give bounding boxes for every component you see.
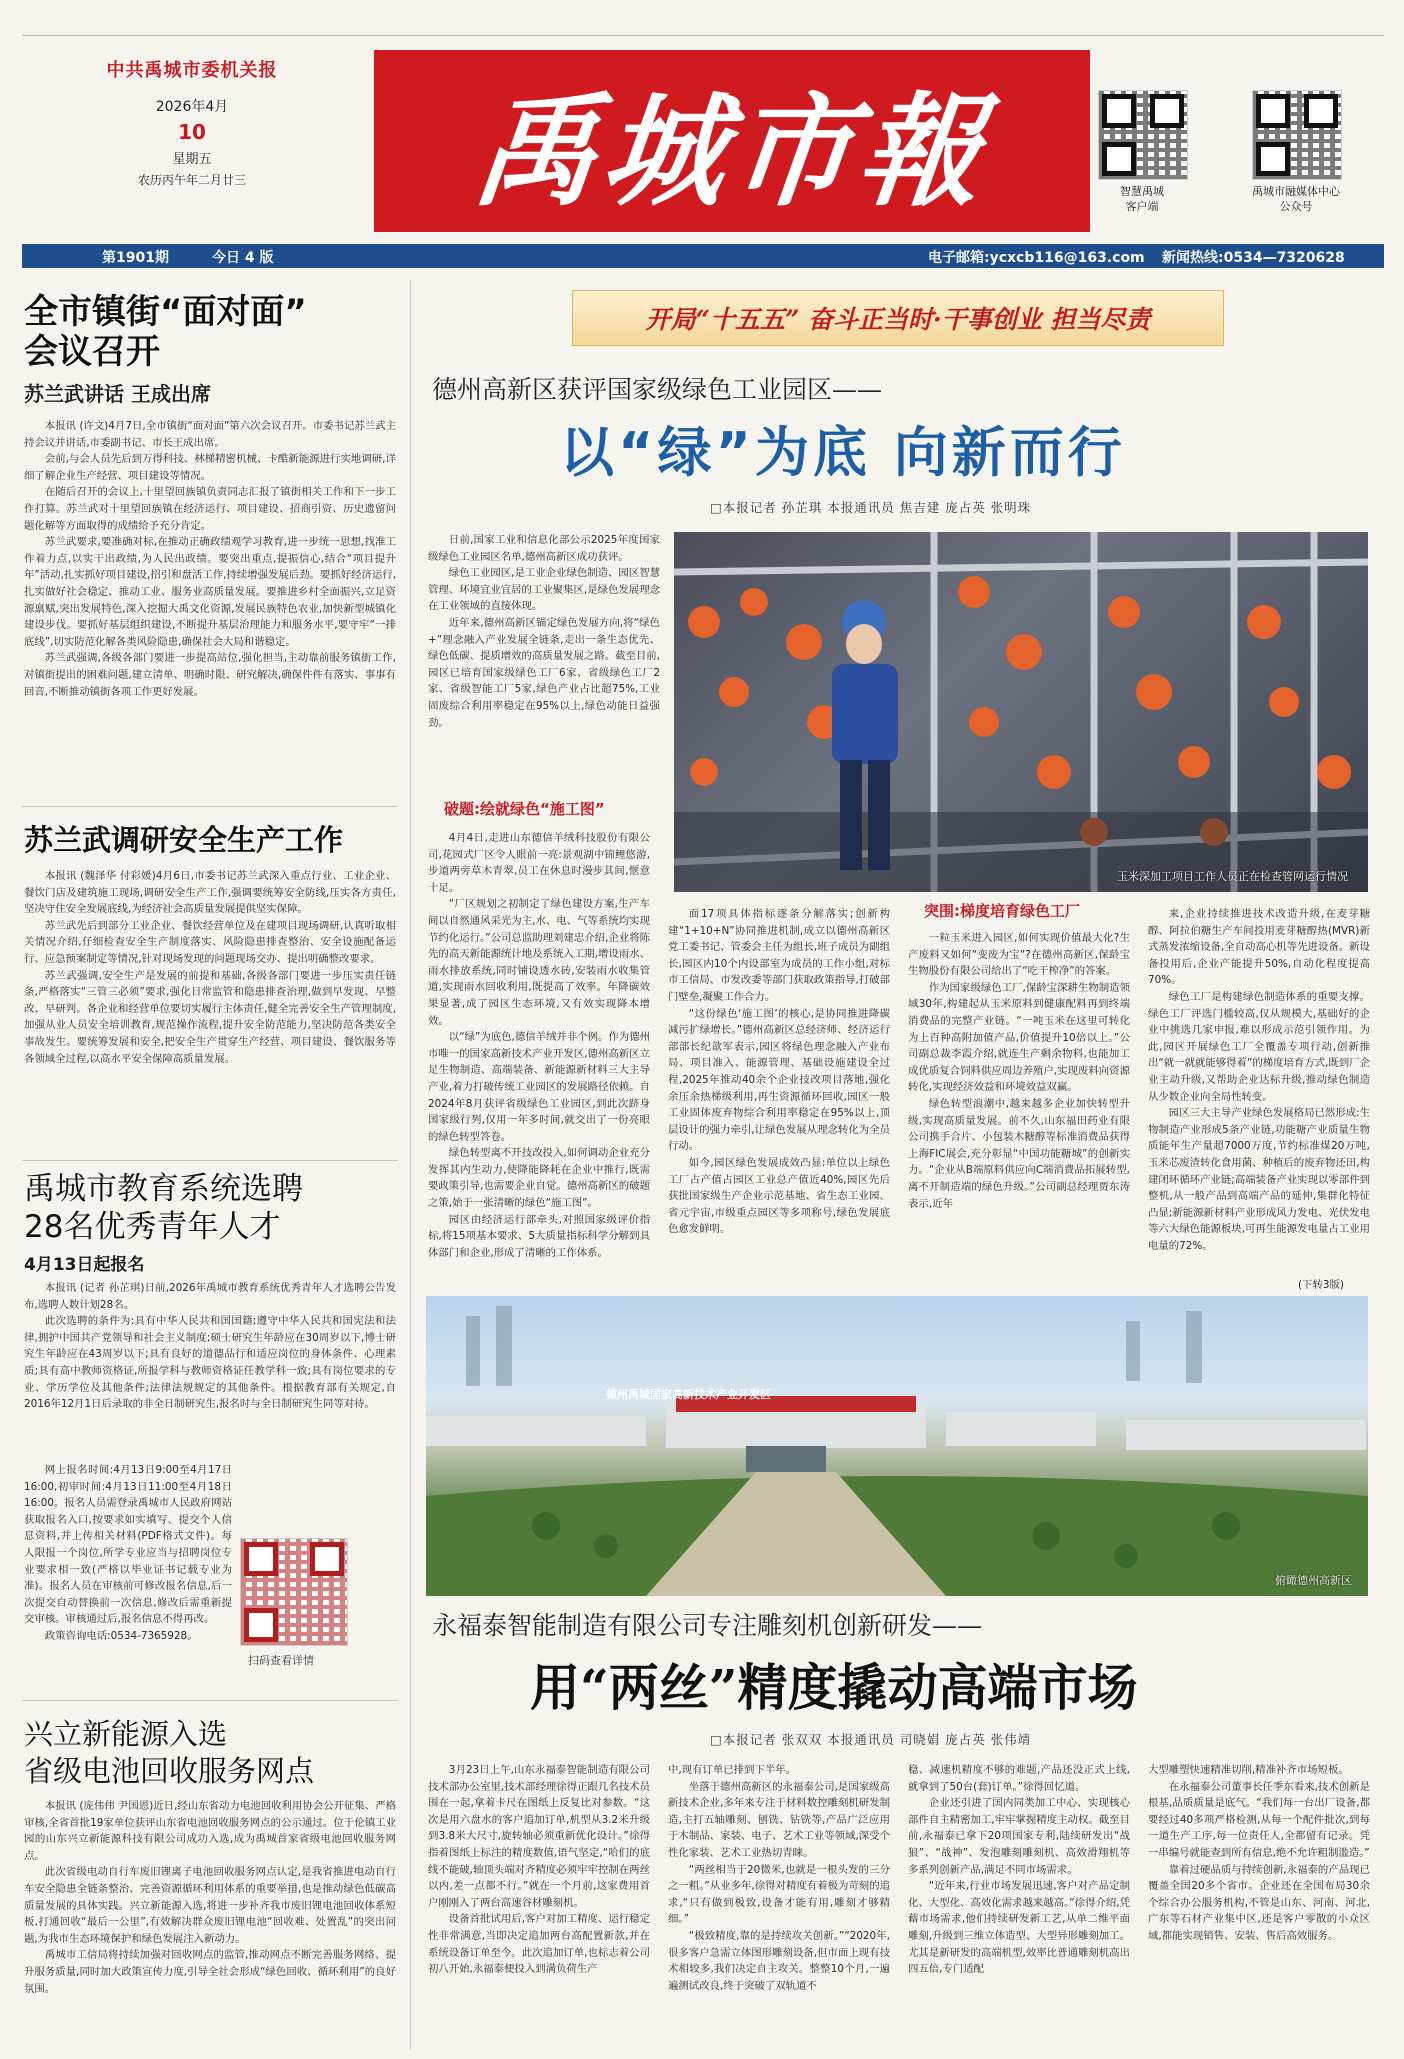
qr-code-client[interactable] [1098,90,1188,180]
qr2-caption-line2: 公众号 [1279,200,1313,213]
paragraph: 4月4日,走进山东德信羊绒科技股份有限公司,花园式厂区令人眼前一亮:景观湖中锦鲤悠游,步道两旁草木青翠,员工在休息时漫步其间,惬意十足。 [428,832,650,894]
story2-byline: □本报记者 张双双 本报通讯员 司晓娟 庞占英 张伟靖 [710,1732,1032,1747]
paragraph: 苏兰武强调,安全生产是发展的前提和基础,各级各部门要进一步压实责任链条,严格落实“三管三必须”要求,强化日常监管和隐患排查治理,做到早发现、早整改、早研判。各企业和经营单位要切实履行主体责任,健全完善安全生产管理制度,加强从业人员安全培训教育,规范操作流程,提升安全防范能力,坚决防范各类安全事故发生。要统筹发展和安全,把安全生产贯穿生产经营、项目建设、餐饮服务等各领域全过程,以高水平安全保障高质量发展。 [24,969,396,1065]
contact-line: 政策咨询电话:0534-7365928。 [44,1629,198,1642]
story1-col4 [1148,906,1370,1254]
paragraph: 此次选聘的条件为:具有中华人民共和国国籍;遵守中华人民共和国宪法和法律,拥护中国共产党领导和社会主义制度;硕士研究生年龄应在30周岁以下,博士研究生年龄应在43周岁以下;具有良好的道德品行和适应岗位的身体条件、心理素质;具有高中教师资格证,所报学科与教师资格证任教学科一致;具有岗位要求的专业、学历学位及其他条件;法律法规规定的其他条件。根据教育部有关规定,自2016年12月1日后录取的非全日制研究生,报名时与全日制研究生同等对待。 [24,1315,396,1411]
factory-photo [674,532,1368,892]
paragraph: 以“绿”为底色,德信羊绒并非个例。作为德州市唯一的国家高新技术产业开发区,德州高新区立足生物制造、高端装备、新能源新材料三大主导产业,着力打破传统工业园区的发展路径依赖。自2024年8月获评省级绿色工业园区,到此次跻身国家级行列,仅用一年多时间,就交出了一份亮眼的绿色转型答卷。 [428,1031,650,1143]
paragraph: 网上报名时间:4月13日9:00至4月17日16:00,初审时间:4月13日11:00至4月18日16:00。报名人员需登录禹城市人民政府网站获取报名入口,按要求如实填写、提交个人信息资料,并上传相关材料(PDF格式文件)。每人限报一个岗位,所学专业应当与招聘岗位专业要求相一致(严格以毕业证书记载专业为准)。报名人员在审核前可修改报名信息,后一次提交自动替换前一次信息,修改后需重新提交审核。审核通过后,报名信息不得再改。 [24,1464,232,1626]
hotline: 新闻热线:0534—7320628 [1162,250,1345,266]
paragraph: 在随后召开的会议上,十里望回族镇负责同志汇报了镇街相关工作和下一步工作打算。苏兰武对十里望回族镇在经济运行、项目建设、招商引资、历史遗留问题化解等方面取得的成绩给予充分肯定。 [24,486,396,532]
paragraph: 绿色工厂是构建绿色制造体系的重要支撑。绿色工厂评选门槛较高,仅从规模大,基础好的企业中挑选几家申报,难以形成示范引领作用。为此,园区开展绿色工厂全覆盖专项行动,创新推出“就一就就能够得着”的梯度培育方式,既到厂企业主动升级,又帮助企业达标升级,推动绿色制造从少数企业向全局性转变。 [1148,990,1370,1103]
qr2-caption [1220,184,1372,214]
story1-subhead-1: 破题:绘就绿色“施工图” [444,800,605,818]
aerial-photo-caption: 俯瞰德州高新区 [1275,1574,1352,1587]
paragraph: “这份绿色‘施工图’的核心,是协同推进降碳减污扩绿增长。”德州高新区总经济师、经济运行部部长纪歆军表示,园区将绿色理念融入产业布局、项目准入、能源管理、基础设施建设全过程,2025年推动40余个企业技改项目落地,强化余压余热梯级利用,再生资源循环回收,园区一般工业固体废弃物综合利用率稳定在95%以上,顶层设计的强力牵引,让绿色发展从理念转化为全员行动。 [668,1007,890,1153]
story1-kicker: 德州高新区获评国家级绿色工业园区—— [432,375,883,404]
paragraph: 此次省级电动自行车废旧锂离子电池回收服务网点认定,是我省推进电动自行车安全隐患全链条整治、完善资源循环利用体系的重要举措,也是推动绿色低碳高质量发展的具体实践。兴立新能源入选,将进一步补齐我市废旧锂电池回收体系短板,打通回收“最后一公里”,有效解决群众废旧锂电池“回收难、处置乱”的突出问题,为我市生态环境保护和绿色发展注入新动力。 [24,1866,396,1945]
paragraph: 来,企业持续推进技术改造升级,在麦芽糖醇、阿拉伯糖生产车间投用麦芽糖醇热(MVR)新式蒸发浓缩设备,全自动高心机等先进设备。新设备投用后,企业产能提升50%,自动化程度提高70%。 [1148,908,1370,987]
paragraph: 禹城市工信局将持续加强对回收网点的监管,推动网点不断完善服务网络、提升服务质量,同时加大政策宣传力度,引导全社会形成“绿色回收、循环利用”的良好氛围。 [24,1949,396,1995]
article2-body [24,868,396,1067]
story2-col4 [1148,1762,1370,1945]
article4-title-line1: 兴立新能源入选 [24,1717,228,1751]
date-line: 2026年4月 [155,99,229,115]
story2-headline: 用“两丝”精度撬动高端市场 [530,1658,1138,1717]
paragraph: 园区由经济运行部牵头,对照国家级评价指标,将15项基本要求、5大质量指标科学分解到具体部门和企业,形成了清晰的工作体系。 [428,1213,650,1259]
paragraph: 靠着过硬品质与持续创新,永福泰的产品现已覆盖全国20多个省市。企业还在全国布局30余个综合办公服务机构,不管是山东、河南、河北,广东等石材产业集中区,还是客户零散的小众区域,都能实现销售、安装、售后高效服务。 [1148,1863,1370,1942]
paragraph: 面17项具体指标逐条分解落实;创新构建“1+10+N”协同推进机制,成立以德州高新区党工委书记、管委会主任为组长,班子成员为副组长,园区内10个内设部室为成员的工作小组,对标市工信局、市发改委等部门获取政策指导,打破部门壁垒,凝聚工作合力。 [668,908,890,1003]
story1-intro [428,532,660,731]
info-bar [22,244,1384,268]
divider [22,806,398,807]
continued-note: (下转3版) [1298,1279,1344,1291]
paragraph: 绿色工业园区,是工业企业绿色制造、园区智慧管理、环境宜业宜居的工业聚集区,是绿色发展理念在工业领域的直接体现。 [428,567,660,613]
paragraph: 坐落于德州高新区的永福泰公司,是国家级高新技术企业,多年来专注于材料数控雕刻机研发制造,主打五轴雕刻、刨铣、钻铣等,产品广泛应用于木制品、家装、电子、艺术工业等领域,深受个性化家装、艺术工业热切青睐。 [668,1780,890,1859]
paragraph: 一粒玉米进入园区,如何实现价值最大化?生产废料又如何“变废为宝”?在德州高新区,保龄宝生物股份有限公司给出了“吃干榨净”的答案。 [908,932,1130,978]
paragraph: 苏兰武要求,要准确对标,在推动正确政绩观学习教育,进一步统一思想,找准工作着力点,以实干出政绩,为人民出政绩。要突出重点,提振信心,结合“项目提升年”活动,扎实抓好项目建设,招引和盘活工作,持续增强发展后劲。要抓好经济运行,扎实做好社会稳定、推动工业、服务业高质量发展。要推进乡村全面振兴,立足资源禀赋,突出发展特色,深入挖掘大禹文化资源,发展民族特色农业,加快新型城镇化建设步伐。要抓好基层组织建设,不断提升基层治理能力和服务水平,要守牢“一排底线”,切实防范化解各类风险隐患,确保社会大局和谐稳定。 [24,536,396,648]
article3-title-line2: 28名优秀青年人才 [24,1209,281,1245]
paragraph: 本报讯 (魏泽华 付彩媛)4月6日,市委书记苏兰武深入重点行业、工业企业、餐饮门店及建筑施工现场,调研安全生产工作,强调要统筹安全防线,压实各方责任,坚决守住安全发展底线,为经济社会高质量发展提供坚实保障。 [24,870,396,916]
paragraph: 作为国家级绿色工厂,保龄宝深耕生物制造领域30年,构建起从玉米原料到健康配料再到终端消费品的完整产业链。“一吨玉米在这里可转化为上百种高附加值产品,价值提升10倍以上。”公司副总裁李霞介绍,就连生产剩余物料,也能加工成优质复合饲料供应周边养殖户,实现废料向资源转化,实现经济效益和环境效益双赢。 [908,981,1130,1094]
story2-col2 [668,1762,890,1994]
article1-title [24,292,394,372]
paragraph: 绿色转型离不开技改投入,如何调动企业充分发挥其内生动力,使降能降耗在企业中推行,既需要政策引导,也需要企业自觉。德州高新区的破题之策,始于一张清晰的绿色“施工图”。 [428,1147,650,1210]
masthead-title: 禹城市報 [467,78,995,223]
factory-photo-caption: 玉米深加工项目工作人员正在检查管网运行情况 [1117,870,1348,883]
paragraph: 本报讯 (记者 孙芷琪)日前,2026年禹城市教育系统优秀青年人才选聘公告发布,选聘人数计划28名。 [24,1282,396,1311]
qr1-caption-line2: 客户端 [1125,200,1159,213]
aerial-photo [426,1296,1368,1596]
article4-title-line2: 省级电池回收服务网点 [24,1754,315,1788]
divider [22,1160,398,1161]
column-divider [410,280,411,2050]
paragraph: 如今,园区绿色发展成效凸显:单位以上绿色工厂占产值占园区工业总产值近40%,园区先后获批国家级生产企业示范基地、省生态工业园、省元宇宙,市级重点园区等多项称号,绿色发展底色愈发鲜明。 [668,1156,890,1236]
article4-body [24,1798,396,1997]
article3-body-cont [24,1462,232,1645]
divider [22,1700,398,1701]
paragraph: 大型雕塑快速精准切削,精准补齐市场短板。 [1148,1764,1349,1776]
article1-title-line1: 全市镇街“面对面” [24,292,307,332]
campaign-banner-text: 开局“十五五” 奋斗正当时·干事创业 担当尽责 [645,305,1151,334]
qr-details-caption: 扫码查看详情 [248,1654,314,1667]
header-info [22,56,362,188]
masthead [374,50,1090,232]
paragraph: 会前,与会人员先后到万得科技、林梯精密机械、卡酷新能源进行实地调研,详细了解企业生产经营、项目建设等情况。 [24,453,396,482]
qr2-caption-line1: 禹城市融媒体中心 [1252,185,1340,198]
story2-col3 [908,1762,1130,1978]
article3-body [24,1280,396,1413]
campaign-banner [572,290,1224,346]
story1-headline: 以“绿”为底 向新而行 [560,421,1126,484]
story1-col1 [428,830,650,1261]
paragraph: 中,现有订单已排到下半年。 [668,1764,796,1776]
paragraph: 设备首批试用后,客户对加工精度、运行稳定性非常满意,当即决定追加两台高配置新款,并在系统设备订单至今。此次追加订单,也标志着公司初八开始,永福泰便投入到满负荷生产 [428,1913,650,1976]
paragraph: “两丝相当于20微米,也就是一根头发的三分之一粗。”从业多年,徐得对精度有着极为苛刻的追求,“只有做到极致,设备才能有用,雕刻才够精细。” [668,1863,890,1926]
qr-code-details[interactable] [240,1538,348,1646]
story2-kicker: 永福泰智能制造有限公司专注雕刻机创新研发—— [432,1611,983,1640]
paragraph: 企业还引进了国内同类加工中心、实现核心部件自主精密加工,牢牢掌握精度主动权。截至目前,永福泰已拿下20项国家专利,陆续研发出“战狼”、“战神”、发泡雕刻雕刻机、高效滑翔机等多系列创新产品,满足不同市场需求。 [908,1797,1130,1876]
party-label: 中共禹城市委机关报 [106,60,278,81]
article1-title-line2: 会议召开 [24,332,160,372]
article4-title [24,1716,394,1790]
qr-code-wechat[interactable] [1252,90,1342,180]
paragraph: 在永福泰公司董事长任季东看来,技术创新是根基,品质质量是底气。“我们每一台出厂设备,都要经过40多项严格检测,从每一个配件批次,到每一道生产工序,每一位责任人,全都留有记录。凭一串编号就能查到所有信息,绝不允许粗制滥造。” [1148,1780,1370,1859]
lunar-date: 农历丙午年二月廿三 [137,173,246,187]
story1-col2 [668,906,890,1238]
paragraph: 园区三大主导产业绿色发展格局已然形成:生物制造产业形成5条产业链,功能糖产业质量生物质能年生产量超7000万度,节约标准煤20万吨,玉米芯废渣转化食用菌、种植后的废弃物还田,构建闭环循环产业链;高端装备产业实现以零部件到整机,从一般产品到高端产品的延伸,集群化特征凸显;新能源新材料产业形成风力发电、光伏发电等六大绿色能源板块,可再生能源发电量占工业用电量的72%。 [1148,1107,1370,1252]
top-rule [22,35,1384,36]
story1-subhead-2: 突围:梯度培育绿色工厂 [924,902,1080,920]
paragraph: 苏兰武强调,各级各部门要进一步提高站位,强化担当,主动靠前服务镇街工作,对镇街提出的困难问题,建立清单、明确时限、研究解决,确保件件有落实、事事有回音,不断推动镇街各项工作更好发展。 [24,652,396,698]
article2-title: 苏兰武调研安全生产工作 [24,823,344,857]
weekday: 星期五 [172,152,212,167]
paragraph: 日前,国家工业和信息化部公示2025年度国家级绿色工业园区名单,德州高新区成功获评。 [428,534,660,563]
paragraph: “厂区规划之初制定了绿色建设方案,生产车间以自然通风采光为主,水、电、气等系统均实现节约化运行。”公司总监助理刘建忠介绍,企业将陈先的高天新能源统计地及系统入工期,增设雨水、雨水排放系统,同时铺设透水砖,安装雨水收集管道,实现雨水回收利用,既提高了效率。年降碳效果显著,成了园区生态环境,又有效实现降本增效。 [428,898,650,1027]
paragraph: 本报讯 (许文)4月7日,全市镇街“面对面”第六次会议召开。市委书记苏兰武主持会议并讲话,市委副书记、市长王成出席。 [24,420,396,449]
paragraph: 本报讯 (庞伟伟 尹国恩)近日,经山东省动力电池回收利用协会公开征集、严格审核,全省首批19家单位获评山东省电池回收服务网点的公示通过。位于伦镇工业园的山东兴立新能源科技有限公司成功入选,成为禹城首家省级电池回收服务网点。 [24,1800,396,1862]
email: 电子邮箱:ycxcb116@163.com [928,250,1145,266]
paragraph: 3月23日上午,山东永福泰智能制造有限公司技术部办公室里,技术部经理徐得正跟几名技术员围在一起,拿着卡尺在图纸上反复比对参数。“这次是用六盘水的客户追加订单,机型从3.2米升级到3.8米大尺寸,旋转轴必须重新优化设计。”徐得指着图纸上标注的精度数值,语气坚定,“哈们的底线不能破,轴顶头端对齐精度必须牢牢控制在两丝以内,差一点都不行。”就在一个月前,这家费用首户刚刚入了两台高速谷材雕刻机。 [428,1764,650,1909]
article3-title-line1: 禹城市教育系统选聘 [24,1171,303,1207]
paragraph: “极致精度,靠的是持续攻关创新。”“2020年,很多客户急需立体图形雕刻设备,但市面上现有技术相较多,我们决定自主攻关。整整10个月,一遍遍测试改良,终于突破了双轨道不 [668,1929,890,1992]
qr1-caption-line1: 智慧禹城 [1120,185,1164,198]
story1-col3 [908,930,1130,1212]
article1-body [24,418,396,700]
article3-title [24,1170,394,1246]
story2-col1 [428,1762,650,1978]
aerial-building-sign: 德州禹城国家高新技术产业开发区 [606,1388,771,1401]
article1-subtitle: 苏兰武讲话 王成出席 [24,382,211,406]
paragraph: “近年来,行业市场发展迅速,客户对产品定制化、大型化、高效化需求越来越高。”徐得介绍,凭藉市场需求,他们持续研发新工艺,从单二维平面雕刻,升级到三维立体造型、大型异形雕刻加工。尤其是新研发的高端机型,效率比普通雕刻机高出四五倍,专门适配 [908,1880,1130,1976]
paragraph: 近年来,德州高新区锚定绿色发展方向,将“绿色+”理念融入产业发展全链条,走出一条生态优先、绿色低碳、提质增效的高质量发展之路。截至目前,园区已培育国家级绿色工厂6家、省级绿色工厂2家、省级智能工厂5家,绿色产业占比超75%,工业固废综合利用率稳定在95%以上,绿色动能日益强劲。 [428,616,660,729]
page-count: 今日 4 版 [212,250,274,266]
story1-byline: □本报记者 孙芷琪 本报通讯员 焦吉建 庞占英 张明珠 [710,500,1032,515]
issue-number: 第1901期 [102,250,169,266]
paragraph: 苏兰武先后到部分工业企业、餐饮经营单位及在建项目现场调研,认真听取相关情况介绍,仔细检查安全生产制度落实、风险隐患排查整治、安全设施配备运行、应急预案制定等情况,针对现场发现的问题现场交办、提出明确整改要求。 [24,919,396,965]
article3-subtitle: 4月13日起报名 [24,1255,145,1275]
paragraph: 稳、减速机精度不够的难题,产品还没正式上线,就拿到了50台(套)订单。”徐得回忆道。 [908,1764,1130,1793]
qr1-caption [1080,184,1204,214]
date-day: 10 [178,120,206,144]
paragraph: 绿色转型浪潮中,越来越多企业加快转型升级,实现高质量发展。前不久,山东福田药业有限公司携手合片、小包装木糖醇等标准消费品获得上海FIC展会,充分彰显“中国功能糖城”的创新实力。“企业从B端原料供应向C端消费品拓展转型,离不开制造端的绿色升级。”公司副总经理贾东涛表示,近年 [908,1097,1130,1210]
